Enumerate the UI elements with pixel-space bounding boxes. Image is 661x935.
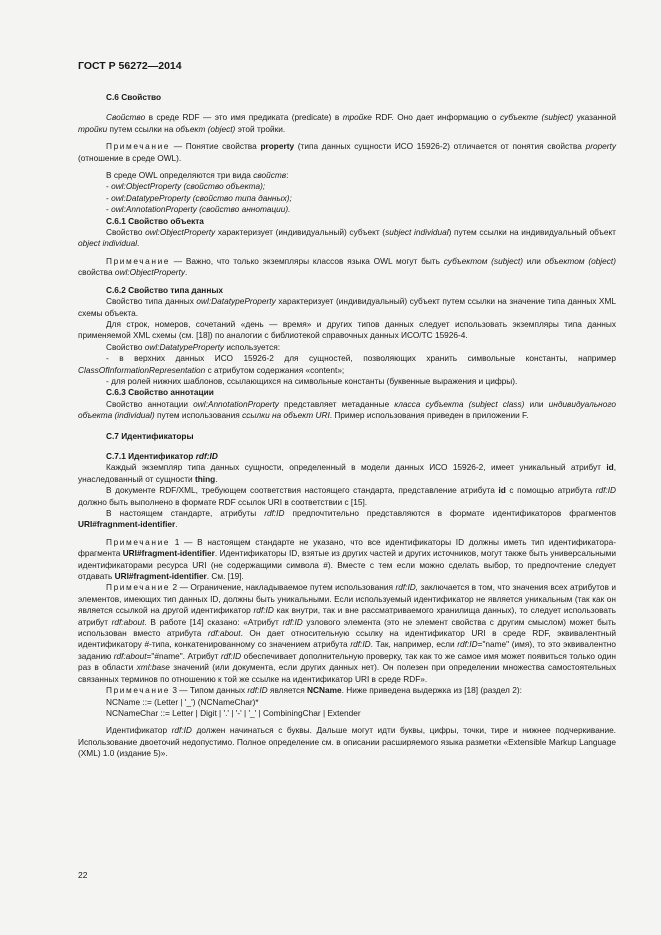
paragraph: Свойство аннотации owl:AnnotationProperty представляет метаданные класса субъекта (subject class) или индивидуального объекта (individual) путем использования ссылки на объект URI. Пример использования приведен в приложении F. — [78, 398, 616, 421]
paragraph: Каждый экземпляр типа данных сущности, определенный в модели данных ИСО 15926-2, имеет уникальный атрибут id, унаследованный от сущности thing. — [78, 462, 616, 484]
section-heading: С.7 Идентификаторы — [106, 430, 194, 441]
paragraph: Свойство owl:ObjectProperty характеризует (индивидуальный) субъект (subject individual) путем ссылки на индивидуальный объект object individual. — [78, 227, 616, 249]
paragraph: - owl:ObjectProperty (свойство объекта); — [106, 181, 266, 192]
page-number: 22 — [78, 870, 88, 880]
section-heading: С.6.3 Свойство аннотации — [106, 387, 214, 398]
paragraph: - в верхних данных ИСО 15926-2 для сущностей, позволяющих хранить символьные константы, например ClassOfInformationRepresentation с атрибутом содержания «content»; — [78, 353, 616, 375]
paragraph: Свойство в среде RDF — это имя предиката (predicate) в тройке RDF. Оно дает информацию о субъекте (subject) указанной тройки путем ссылки на объект (object) этой тройки. — [78, 112, 617, 134]
paragraph: Идентификатор rdf:ID должен начинаться с буквы. Дальше могут идти буквы, цифры, точки, тире и нижнее подчеркивание. Использование двоеточий недопустимо. Полное определение см. в описании расширяемого языка разметки «Extensible Markup Language (XML) 1.0 (издание 5)». — [78, 725, 616, 759]
paragraph: Свойство owl:DatatypeProperty используется: — [106, 341, 281, 352]
paragraph: В документе RDF/XML, требующем соответствия настоящего стандарта, представление атрибута id с помощью атрибута rdf:ID должно быть выполнено в формате RDF ссылок URI в соответствии с [15]. — [78, 485, 616, 507]
section-heading: С.6 Свойство — [106, 92, 162, 102]
paragraph: Примечание — Понятие свойства property (типа данных сущности ИСО 15926-2) отличается от понятия свойства property (отношение в среде OWL). — [78, 141, 617, 163]
section-heading: С.6.2 Свойство типа данных — [106, 284, 224, 295]
paragraph: В среде OWL определяются три вида свойств: — [106, 170, 289, 181]
document-header: ГОСТ Р 56272—2014 — [78, 60, 182, 72]
paragraph: NCName ::= (Letter | '_') (NCNameChar)* — [106, 696, 259, 707]
section-heading: С.7.1 Идентификатор rdf:ID — [106, 450, 218, 461]
paragraph: NCNameChar ::= Letter | Digit | '.' | '-' | '_' | CombiningChar | Extender — [106, 707, 361, 718]
paragraph: - для ролей нижних шаблонов, ссылающихся на символьные константы (буквенные выражения и цифры). — [106, 375, 518, 386]
paragraph: - owl:DatatypeProperty (свойство типа данных); — [106, 192, 292, 203]
paragraph: - owl:AnnotationProperty (свойство аннотации). — [106, 204, 291, 215]
document-body — [78, 92, 616, 760]
paragraph: Для строк, номеров, сочетаний «день — время» и других типов данных следует использовать экземпляры типа данных применяемой XML схемы (см. [18]) по аналогии с библиотекой справочных данных ИСО/ТС 15926-4. — [78, 318, 616, 341]
paragraph: Свойство типа данных owl:DatatypeProperty характеризует (индивидуальный) субъект путем ссылки на значение типа данных XML схемы объекта. — [78, 296, 616, 318]
paragraph: В настоящем стандарте, атрибуты rdf:ID предпочтительно представляются в формате идентификаторов фрагментов URI#fragnment-identifier. — [78, 508, 616, 530]
paragraph: Примечание 2 — Ограничение, накладываемое путем использования rdf:ID, заключается в том, что значения всех атрибутов и элементов, имеющих тип данных ID, должны быть уникальными. Если используемый идентификатор не является уникальным (так как он является ссылкой на другой идентификатор rdf:ID как внутри, так и вне рассматриваемого хранилища данных), то следует использовать атрибут rdf:about. В работе [14] сказано: «Атрибут rdf:ID узлового элемента (это не элемент свойства с другим смыслом) может быть использован вместо атрибута rdf:about. Он дает относительную ссылку на идентификатор URI в среде RDF, эквивалентный идентификатору #-типа, конкатенированному со значением атрибута rdf:ID. Так, например, если rdf:ID="name" (имя), то это эквивалентно заданию rdf:about="#name". Атрибут rdf:ID обеспечивает дополнительную проверку, так как то же самое имя может появиться только один раз в области xml:base значений (или документа, если других данных нет). Он полезен при определении множества самостоятельных связанных терминов по отношению к той же ссылке на идентификатор URI в среде RDF». — [78, 582, 617, 684]
section-heading: С.6.1 Свойство объекта — [106, 215, 204, 226]
paragraph: Примечание 3 — Типом данных rdf:ID является NCName. Ниже приведена выдержка из [18] (раздел 2): — [106, 685, 522, 696]
paragraph: Примечание — Важно, что только экземпляры классов языка OWL могут быть субъектом (subject) или объектом (object) свойства owl:ObjectProperty. — [78, 255, 616, 278]
paragraph: Примечание 1 — В настоящем стандарте не указано, что все идентификаторы ID должны иметь тип идентификатора-фрагмента URI#fragment-identifier. Идентификаторы ID, взятые из других частей и других источников, могут также быть универсальными идентификаторами ресурса URI (не содержащими символа #). Вместе с тем если можно сделать выбор, то предпочтение следует отдавать URI#fragment-identifier. См. [19]. — [78, 536, 616, 582]
